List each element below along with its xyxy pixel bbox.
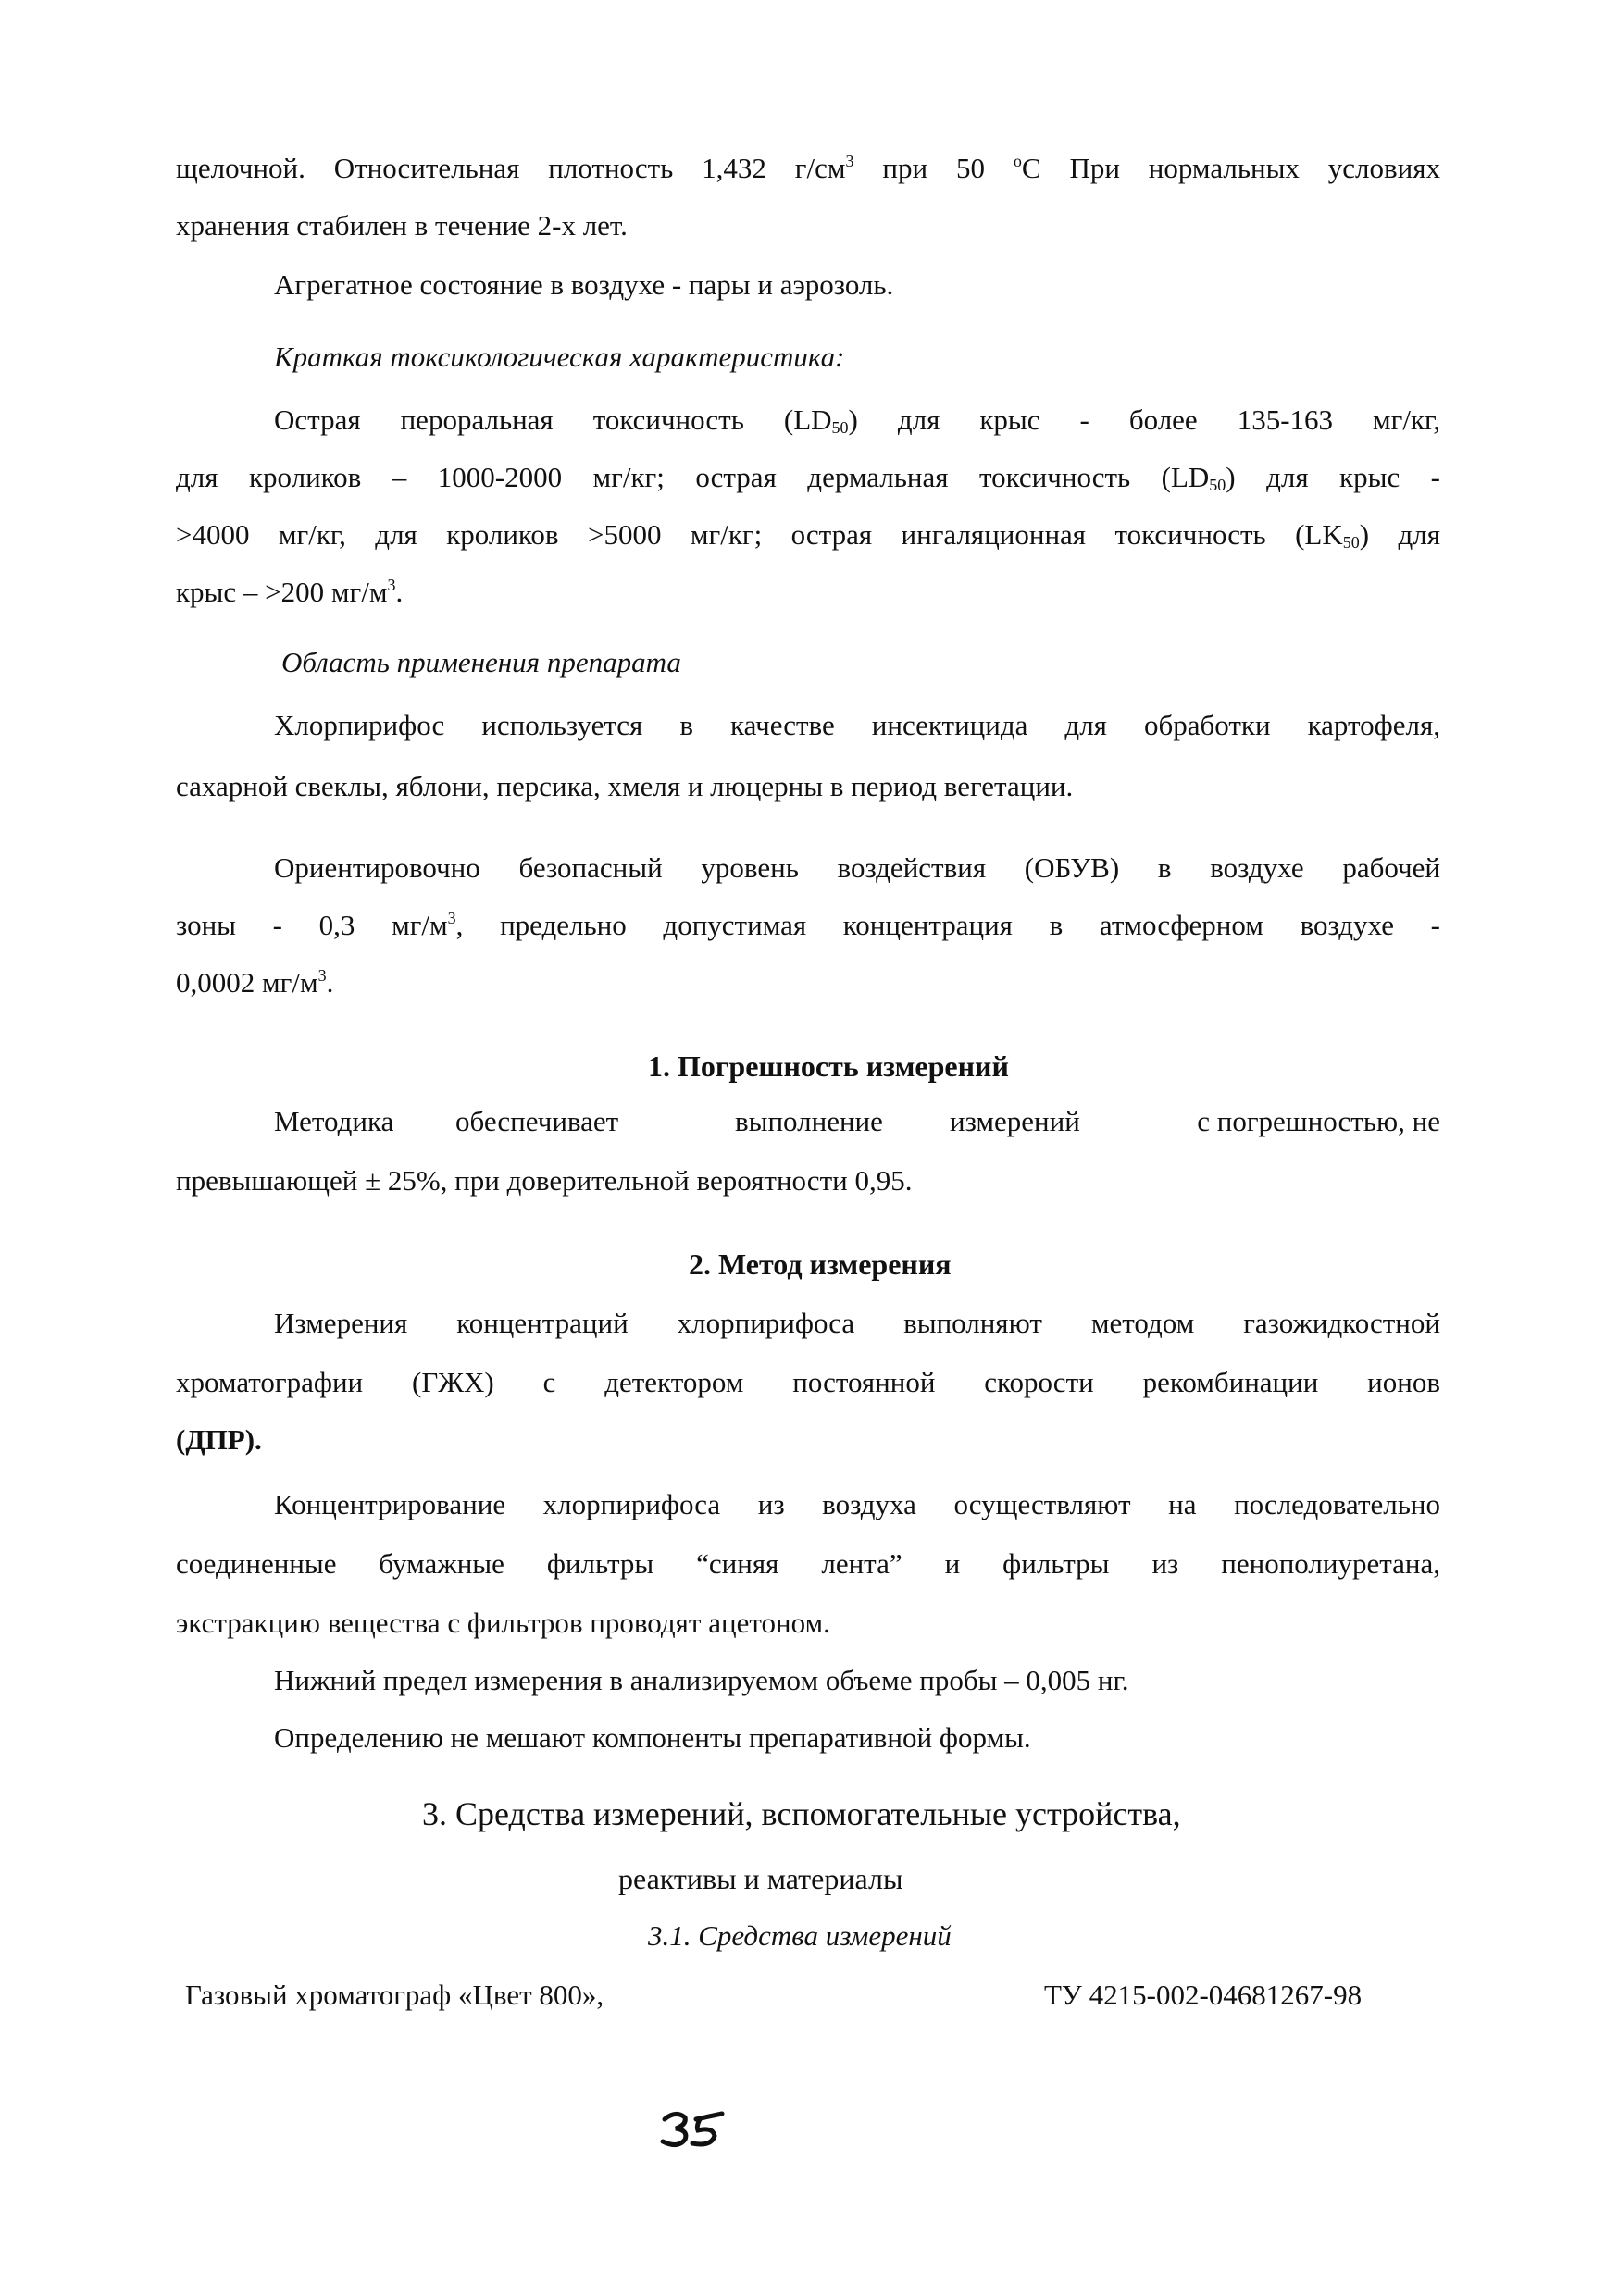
section-heading-3-cont (618, 1860, 902, 1897)
instrument-spec (1044, 1977, 1362, 2014)
text-span: выполнение (735, 1105, 883, 1137)
text-span: обеспечивает (455, 1105, 619, 1137)
text-span: при 50 (853, 152, 1014, 184)
subscript: 50 (831, 418, 849, 437)
text-line (176, 1162, 912, 1199)
text-span: Концентрирование хлорпирифоса из воздуха осуществляют на последовательно (274, 1488, 1440, 1520)
text-span: соединенные бумажные фильтры “синяя лента” и фильтры из пенополиуретана, (176, 1547, 1440, 1580)
text-line (274, 850, 1440, 887)
text-line (176, 768, 1073, 805)
superscript: 3 (845, 152, 854, 170)
text-span: 2. Метод измерения (689, 1247, 952, 1281)
superscript: 3 (387, 576, 396, 594)
text-line (176, 574, 403, 611)
section-heading-toxicology (274, 339, 844, 376)
section-heading-2 (689, 1246, 952, 1283)
page-number-glyphs (648, 2099, 759, 2154)
text-span: зоны - 0,3 мг/м (176, 909, 448, 941)
text-span: Нижний предел измерения в анализируемом объеме пробы – 0,005 нг. (274, 1664, 1129, 1696)
handwritten-page-number (648, 2099, 759, 2154)
text-line (176, 907, 1440, 944)
text-line (176, 150, 1440, 187)
text-span: превышающей ± 25%, при доверительной вероятности 0,95. (176, 1164, 913, 1197)
text-line (176, 964, 333, 1001)
section-heading-usage (281, 644, 681, 681)
text-span: для кроликов – 1000-2000 мг/кг; острая дермальная токсичность (LD (176, 461, 1210, 493)
text-line (176, 516, 1440, 553)
text-span: Агрегатное состояние в воздухе - пары и аэрозоль. (274, 268, 894, 301)
text-span: >4000 мг/кг, для кроликов >5000 мг/кг; острая ингаляционная токсичность (LK (176, 518, 1343, 551)
text-line (176, 207, 628, 244)
text-line (274, 1486, 1440, 1523)
text-span: Хлорпирифос используется в качестве инсектицида для обработки картофеля, (274, 709, 1440, 741)
text-span: Газовый хроматограф «Цвет 800», (185, 1979, 604, 2011)
text-span: измерений (950, 1105, 1080, 1137)
text-span: реактивы и материалы (618, 1862, 903, 1895)
text-line (274, 267, 893, 304)
superscript: 3 (447, 909, 456, 927)
text-span: . (395, 576, 404, 608)
text-line (274, 1103, 1440, 1140)
subscript: 50 (1342, 533, 1360, 552)
text-span: 0,0002 мг/м (176, 966, 318, 999)
text-span: (ДПР). (176, 1423, 262, 1456)
text-line (274, 402, 1440, 439)
text-line (274, 1305, 1440, 1342)
text-span: Область применения препарата (281, 646, 681, 678)
text-span: ) для (1359, 518, 1440, 551)
text-span: щелочной. Относительная плотность 1,432 г/см (176, 152, 846, 184)
superscript: 3 (317, 966, 327, 985)
text-span: ТУ 4215-002-04681267-98 (1044, 1979, 1363, 2011)
subsection-heading-3-1 (648, 1917, 952, 1955)
text-span: 3.1. Средства измерений (648, 1919, 952, 1952)
text-span: ) для крыс - (1226, 461, 1440, 493)
text-span: Методика (274, 1105, 394, 1137)
section-heading-3 (422, 1795, 1181, 1832)
text-span: 1. Погрешность измерений (648, 1049, 1009, 1083)
instrument-name (185, 1977, 604, 2014)
text-line (176, 1364, 1440, 1401)
text-line (176, 1421, 262, 1458)
text-span: ) для крыс - более 135-163 мг/кг, (848, 403, 1440, 436)
text-line (274, 1662, 1129, 1699)
text-span: 3. Средства измерений, вспомогательные устройства, (422, 1795, 1181, 1832)
text-span: , предельно допустимая концентрация в атмосферном воздухе - (455, 909, 1440, 941)
text-line (176, 1605, 830, 1642)
section-heading-1 (648, 1048, 1009, 1085)
text-span: с погрешностью, не (1197, 1105, 1440, 1137)
text-span: сахарной свеклы, яблони, персика, хмеля и люцерны в период вегетации. (176, 770, 1074, 802)
text-span: хранения стабилен в течение 2-х лет. (176, 209, 628, 242)
text-span: С При нормальных условиях (1021, 152, 1440, 184)
text-span: Измерения концентраций хлорпирифоса выполняют методом газожидкостной (274, 1307, 1440, 1339)
page-number-text: 35 (703, 2152, 705, 2153)
text-span: Краткая токсикологическая характеристика: (274, 341, 845, 373)
subscript: 50 (1209, 476, 1226, 494)
text-span: . (326, 966, 334, 999)
superscript: о (1013, 152, 1022, 170)
text-span: Определению не мешают компоненты препаративной формы. (274, 1721, 1031, 1754)
text-line (274, 707, 1440, 744)
text-line (274, 1719, 1031, 1756)
text-span: экстракцию вещества с фильтров проводят ацетоном. (176, 1607, 830, 1639)
text-span: хроматографии (ГЖХ) с детектором постоянной скорости рекомбинации ионов (176, 1366, 1440, 1398)
text-line (176, 459, 1440, 496)
text-span: крыс – >200 мг/м (176, 576, 388, 608)
text-span: Острая пероральная токсичность (LD (274, 403, 832, 436)
text-line (176, 1545, 1440, 1582)
text-span: Ориентировочно безопасный уровень воздействия (ОБУВ) в воздухе рабочей (274, 851, 1440, 884)
